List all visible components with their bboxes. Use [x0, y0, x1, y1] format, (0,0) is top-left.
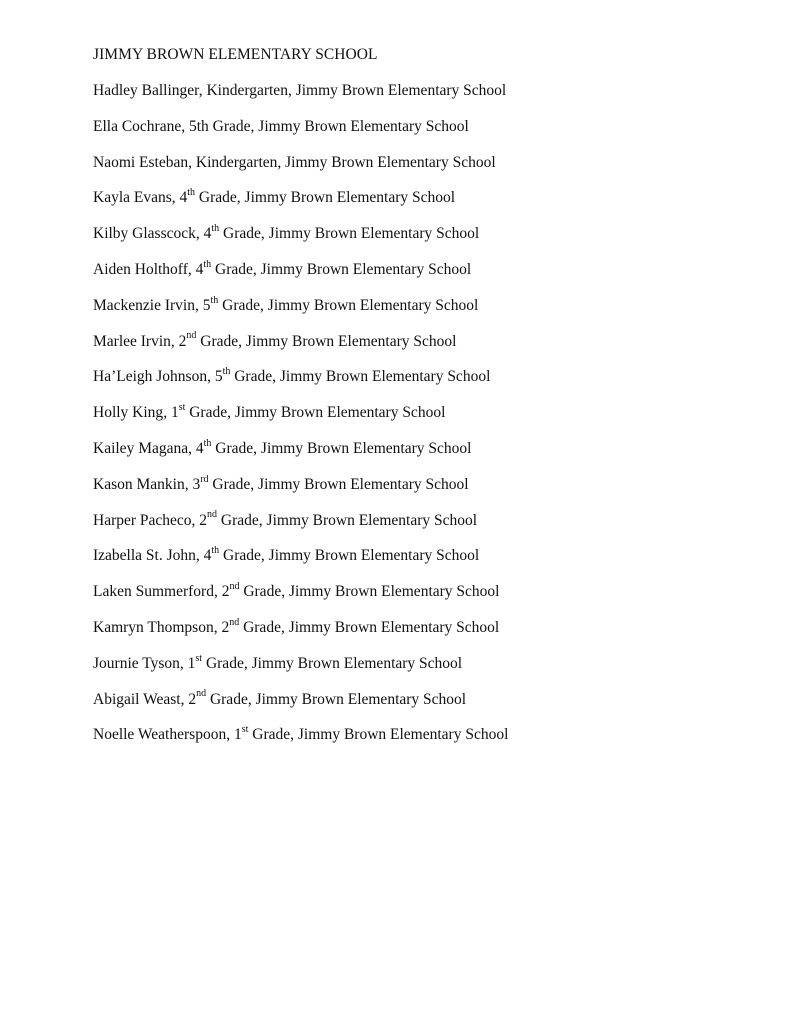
school-name: Jimmy Brown Elementary School [288, 583, 500, 601]
grade-number: 4 [195, 439, 204, 457]
school-name: Jimmy Brown Elementary School [266, 511, 478, 529]
grade-ordinal-suffix: nd [229, 616, 240, 628]
grade-number: 4 [203, 547, 212, 565]
grade-label: Grade [219, 547, 261, 565]
student-name: Ella Cochrane [93, 117, 182, 135]
student-name: Kayla Evans [93, 189, 172, 207]
school-name: Jimmy Brown Elementary School [255, 690, 467, 708]
school-name: Jimmy Brown Elementary School [285, 153, 496, 171]
list-item: Journie Tyson, 1st Grade, Jimmy Brown Elementary School [93, 652, 463, 672]
list-item: Kilby Glasscock, 4th Grade, Jimmy Brown Elementary School [93, 223, 480, 243]
grade-ordinal-suffix: st [195, 652, 203, 664]
list-item: Izabella St. John, 4th Grade, Jimmy Brown Elementary School [93, 545, 480, 565]
grade-number: 2 [199, 511, 208, 529]
grade-ordinal-suffix: th [187, 187, 196, 199]
grade-ordinal-suffix: nd [207, 509, 218, 521]
grade-number: 1 [233, 726, 242, 744]
grade-ordinal-suffix: st [241, 724, 249, 736]
student-name: Kamryn Thompson [93, 618, 214, 636]
grade-ordinal-suffix: th [211, 223, 220, 235]
grade-number: 2 [188, 690, 197, 708]
grade-ordinal-suffix: rd [200, 473, 209, 485]
grade-label: Grade [202, 654, 244, 672]
grade-number: 1 [187, 654, 196, 672]
grade-label: Grade [185, 404, 228, 422]
school-name: Jimmy Brown Elementary School [268, 547, 480, 565]
list-item: Kason Mankin, 3rd Grade, Jimmy Brown Elementary School [93, 473, 469, 493]
grade-label: Kindergarten [195, 153, 278, 171]
school-name: Jimmy Brown Elementary School [245, 332, 457, 350]
student-name: Kailey Magana [93, 439, 189, 457]
grade-label: Grade [239, 618, 281, 636]
student-name: Mackenzie Irvin [93, 296, 195, 314]
school-name: Jimmy Brown Elementary School [251, 654, 463, 672]
grade-number: 5 [202, 296, 211, 314]
list-item: Kamryn Thompson, 2nd Grade, Jimmy Brown Elementary School [93, 616, 500, 636]
student-name: Noelle Weatherspoon [93, 726, 227, 744]
grade-label: Grade [195, 189, 237, 207]
grade-label: Grade [218, 296, 261, 314]
grade-number: 2 [221, 583, 230, 601]
grade-label: Grade [206, 690, 248, 708]
student-list [93, 81, 508, 761]
school-name: Jimmy Brown Elementary School [297, 726, 509, 744]
grade-label: Kindergarten [206, 82, 288, 99]
list-item: Ella Cochrane, 5th Grade, Jimmy Brown Elementary School [93, 117, 469, 135]
list-item: Harper Pacheco, 2nd Grade, Jimmy Brown Elementary School [93, 509, 478, 529]
list-item: Ha’Leigh Johnson, 5th Grade, Jimmy Brown Elementary School [93, 366, 491, 386]
grade-label: Grade [239, 583, 282, 601]
school-name: Jimmy Brown Elementary School [268, 225, 480, 243]
student-name: Holly King [93, 404, 164, 422]
grade-label: 5th Grade [188, 117, 251, 135]
grade-ordinal-suffix: nd [186, 330, 197, 342]
grade-ordinal-suffix: nd [229, 581, 240, 592]
grade-ordinal-suffix: th [203, 437, 212, 449]
school-name: Jimmy Brown Elementary School [244, 189, 456, 207]
grade-ordinal-suffix: th [210, 294, 219, 306]
list-item: Mackenzie Irvin, 5th Grade, Jimmy Brown Elementary School [93, 294, 479, 314]
grade-ordinal-suffix: th [222, 366, 231, 378]
grade-label: Grade [248, 726, 291, 744]
grade-label: Grade [219, 225, 261, 243]
grade-label: Grade [230, 368, 273, 386]
list-item: Noelle Weatherspoon, 1st Grade, Jimmy Brown Elementary School [93, 724, 509, 744]
school-name: Jimmy Brown Elementary School [258, 475, 469, 493]
grade-label: Grade [208, 475, 251, 493]
list-item: Kailey Magana, 4th Grade, Jimmy Brown Elementary School [93, 437, 472, 457]
student-name: Abigail Weast [93, 690, 181, 708]
grade-number: 4 [203, 225, 212, 243]
student-name: Marlee Irvin [93, 332, 171, 350]
student-name: Harper Pacheco [93, 511, 192, 529]
student-name: Aiden Holthoff [93, 260, 188, 278]
school-name: Jimmy Brown Elementary School [260, 439, 472, 457]
student-name: Kason Mankin [93, 475, 185, 493]
grade-number: 3 [192, 475, 201, 493]
grade-number: 2 [221, 618, 230, 636]
grade-ordinal-suffix: nd [196, 688, 207, 700]
school-name: Jimmy Brown Elementary School [260, 260, 472, 278]
school-name: Jimmy Brown Elementary School [295, 82, 507, 99]
student-name: Ha’Leigh Johnson [93, 368, 208, 386]
grade-ordinal-suffix: th [211, 545, 220, 557]
list-item: Laken Summerford, 2nd Grade, Jimmy Brown Elementary School [93, 581, 500, 601]
list-item: Aiden Holthoff, 4th Grade, Jimmy Brown Elementary School [93, 258, 472, 278]
grade-label: Grade [211, 439, 254, 457]
student-name: Kilby Glasscock [93, 225, 196, 243]
school-name: Jimmy Brown Elementary School [267, 296, 479, 314]
grade-number: 4 [179, 189, 188, 207]
student-name: Naomi Esteban [93, 153, 189, 171]
list-item: Kayla Evans, 4th Grade, Jimmy Brown Elementary School [93, 187, 456, 207]
list-item: Marlee Irvin, 2nd Grade, Jimmy Brown Elementary School [93, 330, 457, 350]
school-name: Jimmy Brown Elementary School [288, 618, 500, 636]
grade-number: 2 [178, 332, 187, 350]
grade-label: Grade [196, 332, 239, 350]
list-item: Holly King, 1st Grade, Jimmy Brown Elementary School [93, 402, 446, 422]
grade-number: 1 [170, 404, 179, 422]
list-item: Abigail Weast, 2nd Grade, Jimmy Brown Elementary School [93, 688, 467, 708]
school-name: Jimmy Brown Elementary School [279, 368, 491, 386]
grade-number: 4 [195, 260, 204, 278]
page-title: JIMMY BROWN ELEMENTARY SCHOOL [93, 46, 378, 63]
school-name: Jimmy Brown Elementary School [234, 404, 446, 422]
school-name: Jimmy Brown Elementary School [258, 117, 469, 135]
grade-label: Grade [217, 511, 259, 529]
student-name: Journie Tyson [93, 654, 180, 672]
grade-number: 5 [214, 368, 223, 386]
student-name: Hadley Ballinger [93, 82, 199, 99]
list-item: Hadley Ballinger, Kindergarten, Jimmy Brown Elementary School [93, 82, 507, 99]
list-item: Naomi Esteban, Kindergarten, Jimmy Brown Elementary School [93, 153, 496, 171]
grade-ordinal-suffix: st [178, 402, 186, 414]
grade-label: Grade [211, 260, 253, 278]
grade-ordinal-suffix: th [203, 258, 212, 270]
student-name: Laken Summerford [93, 583, 214, 601]
student-name: Izabella St. John [93, 547, 196, 565]
